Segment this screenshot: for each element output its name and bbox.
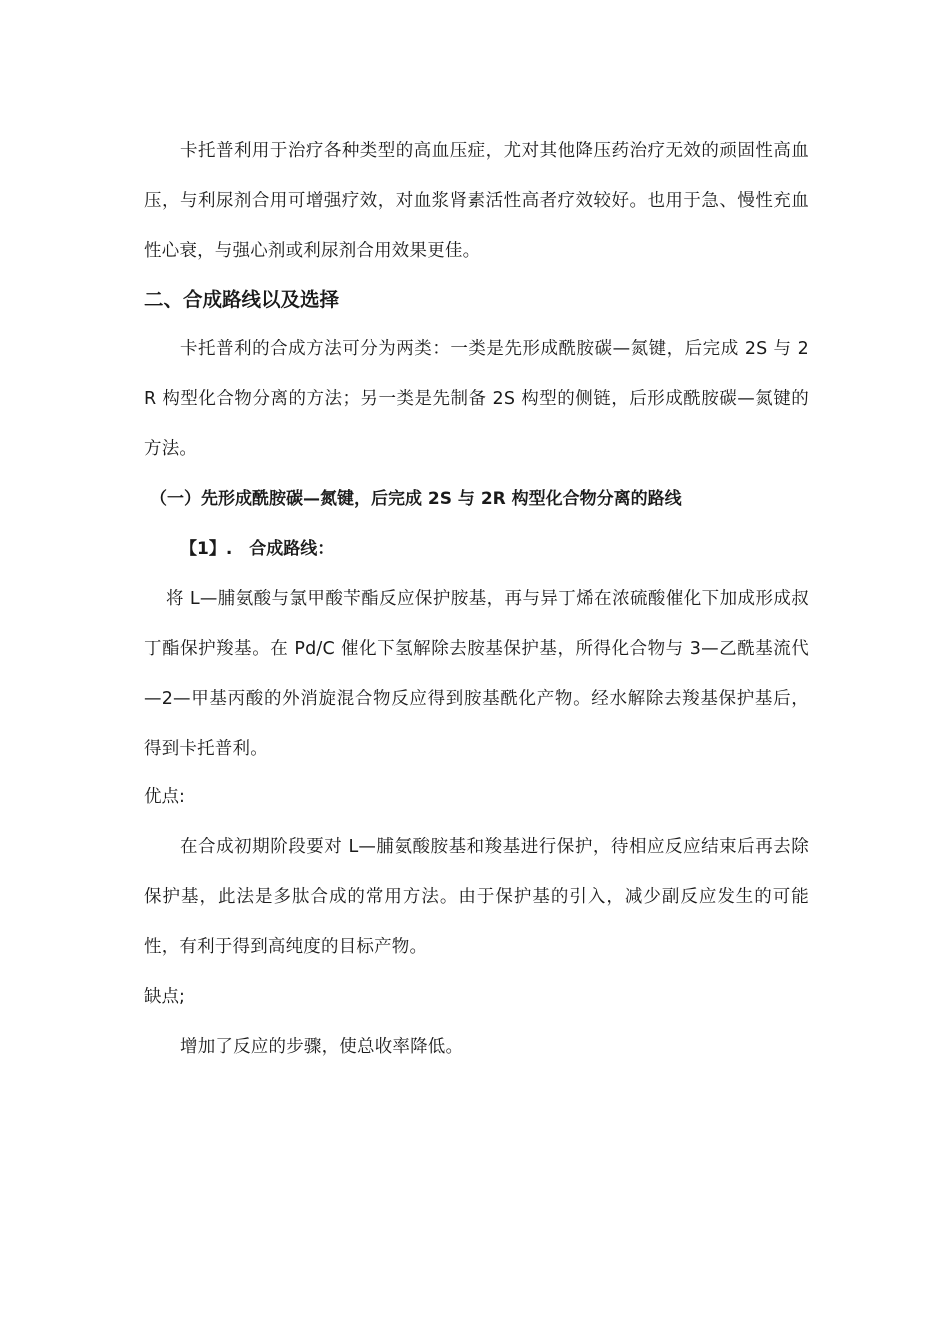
advantages-label: 优点:: [144, 787, 185, 807]
paragraph-disadvantages: 增加了反应的步骤，使总收率降低。: [180, 1037, 464, 1057]
route-heading: 【1】. 合成路线：: [180, 539, 335, 559]
subsection-heading-route-one: （一）先形成酰胺碳—氮键，后完成 2S 与 2R 构型化合物分离的路线: [150, 489, 682, 509]
section-heading-synthesis-routes: 二、合成路线以及选择: [144, 288, 340, 311]
paragraph-route-description: 将 L—脯氨酸与氯甲酸苄酯反应保护胺基，再与异丁烯在浓硫酸催化下加成形成叔丁酯保护羧基。在 Pd/C 催化下氢解除去胺基保护基，所得化合物与 3—乙酰基流代—2—甲基丙酸的外消旋混合物反应得到胺基酰化产物。经水解除去羧基保护基后，得到卡托普利。: [144, 589, 809, 759]
paragraph-synthesis-methods: 卡托普利的合成方法可分为两类：一类是先形成酰胺碳—氮键，后完成 2S 与 2R 构型化合物分离的方法；另一类是先制备 2S 构型的侧链，后形成酰胺碳—氮键的方法。: [144, 339, 809, 459]
disadvantages-label: 缺点;: [144, 987, 185, 1007]
paragraph-indications: 卡托普利用于治疗各种类型的高血压症，尤对其他降压药治疗无效的顽固性高血压，与利尿剂合用可增强疗效，对血浆肾素活性高者疗效较好。也用于急、慢性充血性心衰，与强心剂或利尿剂合用效果更佳。: [144, 141, 809, 261]
paragraph-advantages: 在合成初期阶段要对 L—脯氨酸胺基和羧基进行保护，待相应反应结束后再去除保护基，此法是多肽合成的常用方法。由于保护基的引入，减少副反应发生的可能性，有利于得到高纯度的目标产物。: [144, 837, 809, 957]
